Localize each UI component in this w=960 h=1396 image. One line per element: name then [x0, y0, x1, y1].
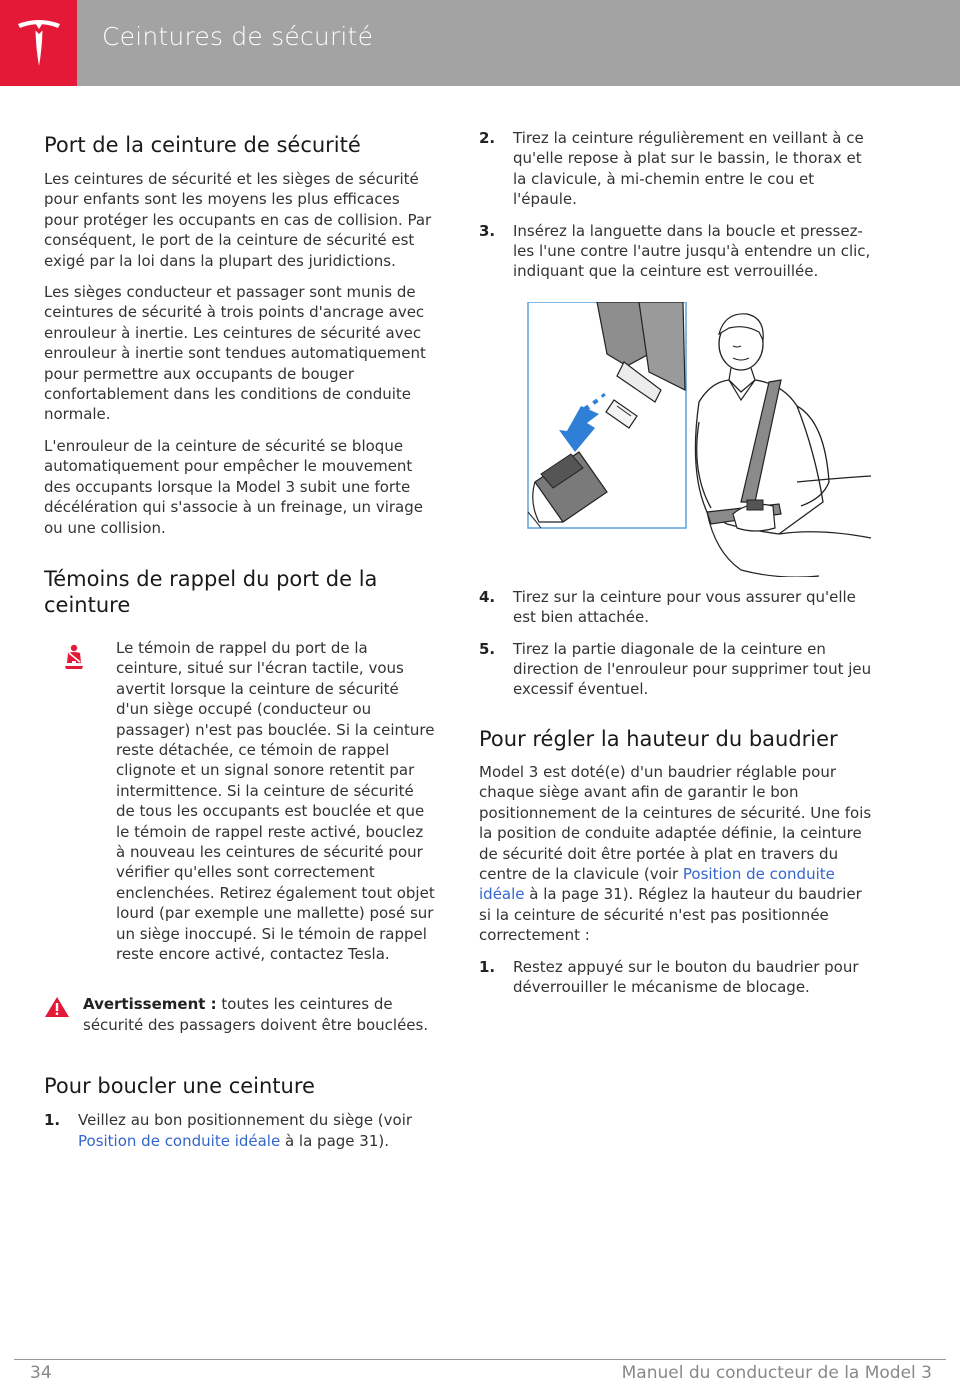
left-column [44, 128, 436, 1151]
warning-text [83, 994, 436, 1035]
height-steps-list [479, 957, 872, 998]
list-item [44, 1110, 436, 1151]
list-item [479, 128, 872, 210]
section-heading-height: Pour régler la hauteur du baudrier [479, 726, 838, 751]
step-text-end: à la page 31). [280, 1131, 389, 1150]
paragraph-height-adjust [479, 762, 872, 946]
paragraph-text: Model 3 est doté(e) d'un baudrier réglable pour chaque siège avant afin de garantir le bon positionnement de la ceintures de sécurité. Une fois la position de conduite adaptée définie, la ceinture de sécurité doit être portée à plat en travers du centre de la clavicule (voir [479, 762, 872, 883]
footer-divider [14, 1359, 946, 1360]
tesla-logo [0, 0, 77, 86]
section-heading-buckle: Pour boucler une ceinture [44, 1074, 315, 1099]
warning-body: toutes les ceintures de sécurité des passagers doivent être bouclées. [83, 995, 429, 1034]
page-header [0, 0, 960, 86]
link-driving-position[interactable]: Position de conduite idéale [78, 1131, 281, 1150]
step-text: Tirez la ceinture régulièrement en veillant à ce qu'elle repose à plat sur le bassin, le thorax et la clavicule, à mi-chemin entre le cou et l'épaule. [513, 129, 864, 209]
step-text: Insérez la languette dans la boucle et pressez-les l'une contre l'autre jusqu'à entendre un clic, indiquant que la ceinture est verrouillée. [513, 221, 871, 281]
right-column [479, 128, 872, 997]
step-number: 1. [44, 1111, 61, 1130]
step-number: 2. [479, 129, 496, 147]
step-text: Tirez la partie diagonale de la ceinture en direction de l'enrouleur pour supprimer tout jeu excessif éventuel. [513, 639, 872, 699]
section-heading-reminders: Témoins de rappel du port de la ceinture [44, 566, 378, 617]
step-text: Veillez au bon positionnement du siège (voir [78, 1111, 413, 1130]
step-text: Restez appuyé sur le bouton du baudrier pour déverrouiller le mécanisme de blocage. [513, 957, 859, 996]
reminder-text: Le témoin de rappel du port de la ceinture, situé sur l'écran tactile, vous avertit lorsque la ceinture de sécurité d'un siège occupé (conducteur ou passager) n'est pas bouclée. Si la ceinture reste détachée, ce témoin de rappel clignote et un signal sonore retentit par intermittence. Si la ceinture de sécurité de tous les occupants est bouclée et que le témoin de rappel reste activé, bouclez à nouveau les ceintures de sécurité pour vérifier qu'elles sont correctement enclenchées. Retirez également tout objet lourd (par exemple une mallette) posé sur un siège inoccupé. Si le témoin de rappel reste encore activé, contactez Tesla. [116, 638, 435, 963]
paragraph-text-end: à la page 31). Réglez la hauteur du baudrier si la ceinture de sécurité n'est pas positionnée correctement : [479, 885, 862, 945]
list-item [479, 587, 872, 628]
list-item [479, 639, 872, 700]
warning-triangle-icon [44, 996, 70, 1018]
paragraph-retractor: L'enrouleur de la ceinture de sécurité se bloque automatiquement pour empêcher le mouvement des occupants lorsque la Model 3 subit une forte décélération qui s'associe à un freinage, un virage ou une collision. [44, 436, 423, 537]
warning-callout [44, 994, 436, 1035]
step-number: 5. [479, 639, 496, 658]
buckle-steps-continued [479, 128, 872, 282]
page-title: Ceintures de sécurité [102, 22, 374, 51]
step-number: 1. [479, 957, 496, 976]
seatbelt-reminder-icon [62, 644, 86, 670]
seatbelt-buckling-illustration [479, 302, 872, 577]
tesla-logo-icon [14, 17, 64, 69]
buckle-steps-final [479, 587, 872, 700]
paragraph-three-point: Les sièges conducteur et passager sont munis de ceintures de sécurité à trois points d'ancrage avec enrouleur à inertie. Les ceintures de sécurité avec enrouleur à inertie sont tendues automatiquement pour permettre aux occupants de bouger confortablement dans les conditions de conduite normale. [44, 283, 426, 424]
warning-label: Avertissement : [83, 995, 217, 1014]
step-number: 4. [479, 587, 496, 606]
step-number: 3. [479, 221, 496, 240]
reminder-block [44, 638, 436, 965]
section-heading-port: Port de la ceinture de sécurité [44, 133, 361, 157]
list-item [479, 221, 872, 282]
list-item [479, 957, 872, 998]
page-number: 34 [30, 1363, 52, 1383]
link-driving-position-2[interactable]: Position de conduite idéale [479, 864, 835, 904]
step-text: Tirez sur la ceinture pour vous assurer qu'elle est bien attachée. [513, 587, 856, 627]
paragraph-intro: Les ceintures de sécurité et les sièges de sécurité pour enfants sont les moyens les plus efficaces pour protéger les occupants en cas de collision. Par conséquent, le port de la ceinture de sécurité est exigé par la loi dans la plupart des juridictions. [44, 170, 432, 270]
illustration-svg [479, 302, 872, 577]
manual-title: Manuel du conducteur de la Model 3 [621, 1363, 932, 1383]
buckle-steps-list [44, 1110, 436, 1151]
